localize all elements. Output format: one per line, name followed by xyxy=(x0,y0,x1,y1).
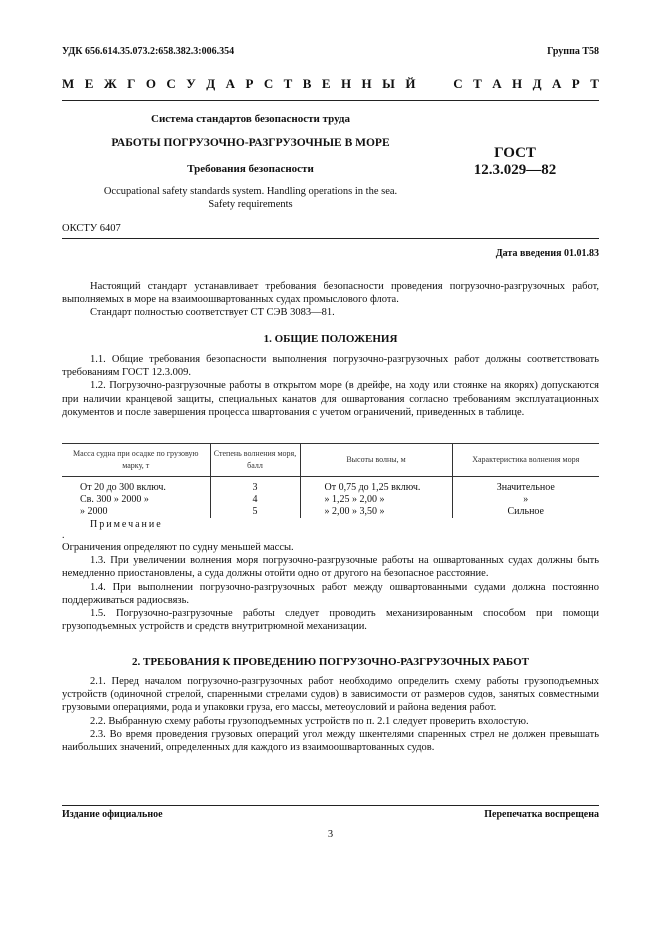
banner-letter: О xyxy=(145,76,156,91)
banner-letter: Т xyxy=(473,76,482,91)
official-edition-label: Издание официальное xyxy=(62,809,163,820)
note-text: Ограничения определяют по судну меньшей массы. xyxy=(62,542,294,553)
paragraph-1-4: 1.4. При выполнении погрузочно-разгрузочных работ между ошвартованными судами должна постоянно поддерживаться радиосвязь. xyxy=(62,581,599,606)
table-cell: » 1,25 » 2,00 » xyxy=(300,494,452,506)
reprint-prohibited-label: Перепечатка воспрещена xyxy=(484,809,599,820)
gost-number xyxy=(440,145,590,179)
table-cell: 5 xyxy=(210,506,300,518)
banner-letter: С xyxy=(263,76,274,91)
banner-letter: Д xyxy=(206,76,216,91)
table-cell: » xyxy=(452,494,599,506)
banner-letter: Ж xyxy=(103,76,117,91)
section-2-heading: 2. ТРЕБОВАНИЯ К ПРОВЕДЕНИЮ ПОГРУЗОЧНО-РАЗГРУЗОЧНЫХ РАБОТ xyxy=(132,656,529,668)
banner-letter: Н xyxy=(340,76,352,91)
paragraph-1-3: 1.3. При увеличении волнения моря погрузочно-разгрузочные работы на ошвартованных судах должны быть немедленно приостановлены, а суда должны отойти одно от другого на безопасное расстояние. xyxy=(62,555,599,580)
banner-letter: Р xyxy=(245,76,254,91)
note-and-section-1-continued xyxy=(62,541,599,633)
okstu-code: ОКСТУ 6407 xyxy=(62,223,121,234)
banner-letter: У xyxy=(186,76,196,91)
table-header-wave-height: Высоты волны, м xyxy=(300,444,452,477)
document-subtitle: Требования безопасности xyxy=(187,163,314,175)
table-cell: » 2000 xyxy=(80,506,108,517)
table-cell: » 2,00 » 3,50 » xyxy=(300,506,452,518)
preamble-paragraph: Настоящий стандарт устанавливает требования безопасности проведения погрузочно-разгрузочных работ, выполняемых в море на взаимоошвартованных судах промыслового флота. xyxy=(62,281,599,306)
banner-letter xyxy=(426,76,429,92)
section-2-body xyxy=(62,675,599,754)
banner-letter: А xyxy=(225,76,235,91)
table-cell: От 20 до 300 включ. xyxy=(80,482,166,493)
udk-code: УДК 656.614.35.073.2:658.382.3:006.354 xyxy=(62,46,235,57)
gost-label: ГОСТ xyxy=(494,145,536,161)
banner-letter: Т xyxy=(283,76,293,91)
banner-letter xyxy=(440,76,443,92)
footer-rule xyxy=(62,805,599,806)
section-1-heading: 1. ОБЩИЕ ПОЛОЖЕНИЯ xyxy=(263,333,398,345)
preamble xyxy=(62,280,599,320)
gost-code: 12.3.029—82 xyxy=(473,162,557,178)
banner-letter: А xyxy=(551,76,562,91)
table-header-degree: Степень волнения моря, балл xyxy=(210,444,300,477)
standard-banner xyxy=(62,76,599,92)
banner-letter: Р xyxy=(571,76,580,91)
table-cell: 4 xyxy=(210,494,300,506)
table-row xyxy=(62,494,599,506)
paragraph-2-3: 2.3. Во время проведения грузовых операций угол между шкентелями спаренных стрел не должен превышать наибольших значений, определенных для каждого из взаимоошвартованных судов. xyxy=(62,728,599,754)
banner-letter: Г xyxy=(127,76,136,91)
table-header-mass: Масса судна при осадке по грузовую марку, т xyxy=(62,444,210,477)
paragraph-1-5: 1.5. Погрузочно-разгрузочные работы следует проводить механизированным способом при помощи грузоподъемных устройств и средств внутритрюмной механизации. xyxy=(62,608,599,633)
table-cell: От 0,75 до 1,25 включ. xyxy=(300,477,452,495)
english-title-line2: Safety requirements xyxy=(208,199,293,210)
paragraph-1-2: 1.2. Погрузочно-разгрузочные работы в открытом море (в дрейфе, на ходу или стоянке на якорях) допускаются при наличии кранцевой защиты, специальных канатов для ошвартования согласно требованиям эксплуатационных документов и после завершения процесса швартования с учетом ограничений, приведенных в таблице. xyxy=(62,380,599,418)
note-title: Примечание xyxy=(90,519,163,530)
preamble-paragraph: Стандарт полностью соответствует СТ СЭВ 3083—81. xyxy=(90,307,335,319)
banner-letter: Д xyxy=(532,76,542,91)
banner-letter: В xyxy=(302,76,312,91)
note-dot: . xyxy=(62,530,65,541)
table-cell: 3 xyxy=(210,477,300,495)
title-rule xyxy=(62,238,599,239)
banner-letter: С xyxy=(453,76,463,91)
document-title: РАБОТЫ ПОГРУЗОЧНО-РАЗГРУЗОЧНЫЕ В МОРЕ xyxy=(111,137,390,149)
group-code: Группа Т58 xyxy=(547,46,599,57)
banner-letter: Е xyxy=(321,76,331,91)
sea-state-table xyxy=(62,443,599,518)
paragraph-2-1: 2.1. Перед началом погрузочно-разгрузочных работ необходимо определить схему работы грузоподъемных устройств (одиночной стрелой, спаренными стрелами судов) в зависимости от размеров судов, занятых совместными грузовыми операциями, рода и упаковки груза, его массы, метеоусловий и района ведения работ. xyxy=(62,676,599,714)
table-cell: Сильное xyxy=(452,506,599,518)
table-row xyxy=(62,506,599,518)
section-1-body xyxy=(62,353,599,419)
paragraph-2-2: 2.2. Выбранную схему работы грузоподъемных устройств по п. 2.1 следует проверить вхолостую. xyxy=(90,715,529,727)
banner-letter: Ы xyxy=(382,76,395,91)
banner-letter: Т xyxy=(590,76,599,91)
english-title xyxy=(62,185,439,211)
page-number: 3 xyxy=(327,829,334,840)
table-header-characteristic: Характеристика волнения моря xyxy=(452,444,599,477)
table-cell: Значительное xyxy=(452,477,599,495)
banner-letter: Н xyxy=(361,76,372,91)
banner-letter: М xyxy=(62,76,75,91)
english-title-line1: Occupational safety standards system. Handling operations in the sea. xyxy=(103,186,398,197)
paragraph-1-1: 1.1. Общие требования безопасности выполнения погрузочно-разгрузочных работ должны соответствовать требованиям ГОСТ 12.3.009. xyxy=(62,354,599,379)
banner-letter: Н xyxy=(512,76,523,91)
banner-letter: С xyxy=(166,76,176,91)
system-title: Система стандартов безопасности труда xyxy=(151,113,350,125)
introduction-date: Дата введения 01.01.83 xyxy=(495,248,599,259)
banner-letter: Й xyxy=(405,76,416,91)
banner-letter: Е xyxy=(84,76,94,91)
banner-letter: А xyxy=(492,76,502,91)
table-row xyxy=(62,477,599,495)
header-rule xyxy=(62,100,599,101)
table-cell: Св. 300 » 2000 » xyxy=(80,494,149,505)
